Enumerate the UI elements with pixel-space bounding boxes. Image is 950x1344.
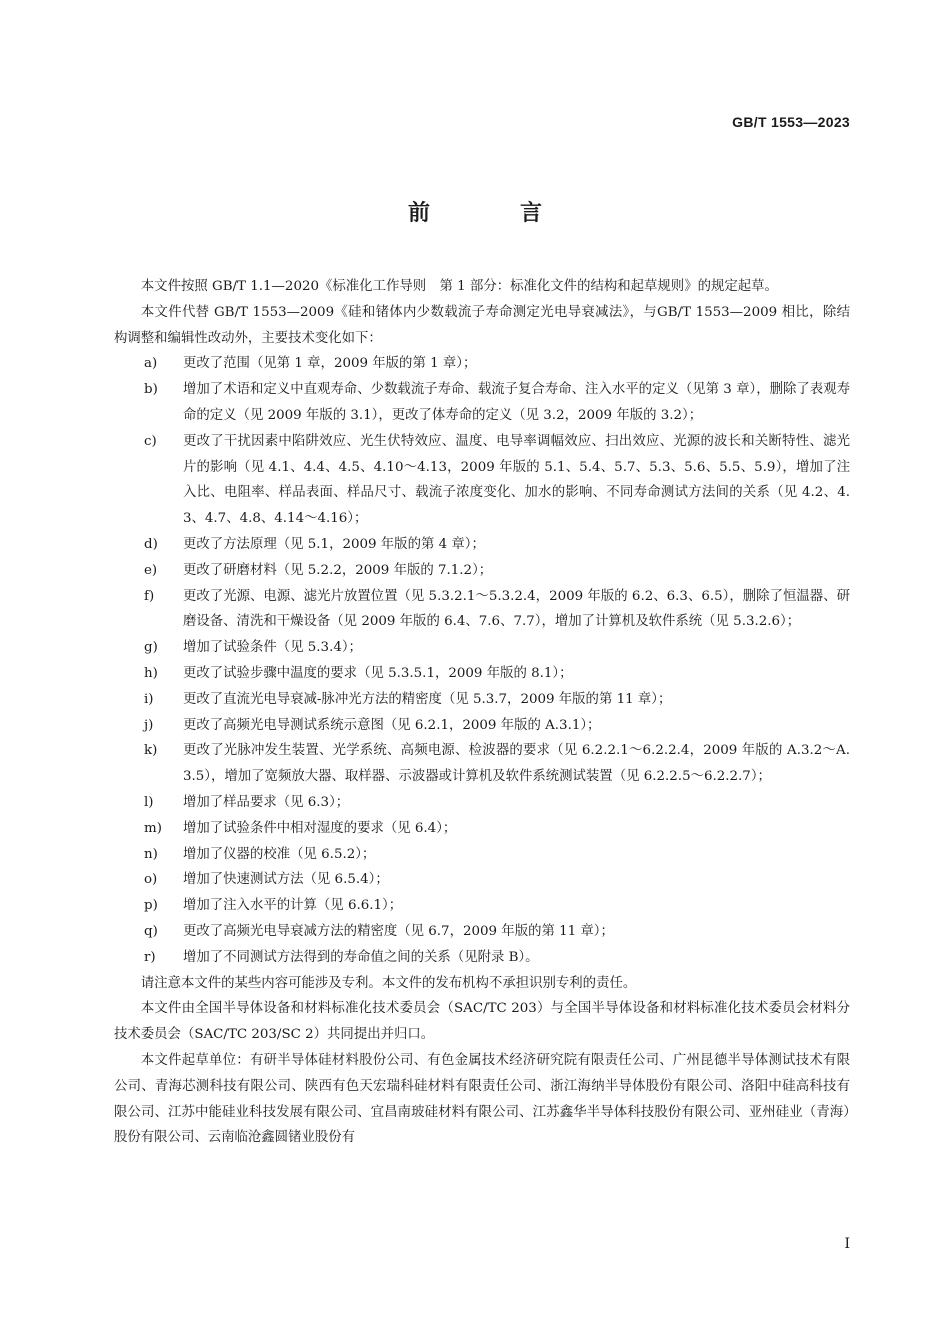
change-list-text: 更改了试验步骤中温度的要求（见 5.3.5.1，2009 年版的 8.1）； — [183, 665, 573, 681]
change-list-marker: a) — [144, 356, 158, 372]
standard-code: GB/T 1553—2023 — [732, 114, 850, 130]
change-list-marker: p) — [144, 898, 158, 914]
change-list-item — [114, 584, 850, 636]
change-list-text: 增加了快速测试方法（见 6.5.4）； — [183, 872, 389, 888]
change-list-text: 增加了试验条件中相对湿度的要求（见 6.4）； — [183, 820, 457, 836]
change-list-marker: m) — [144, 820, 162, 836]
change-list-text: 更改了直流光电导衰减-脉冲光方法的精密度（见 5.3.7，2009 年版的第 11 章）； — [183, 691, 672, 707]
change-list-text: 增加了仪器的校准（见 6.5.2）； — [183, 846, 376, 862]
change-list-text: 更改了光脉冲发生装置、光学系统、高频电源、检波器的要求（见 6.2.2.1～6.2.2.4，2009 年版的 A.3.2～A.3.5），增加了宽频放大器、取样器、示波器或计算机及软件系统测试装置（见 6.2.2.5～6.2.2.7）； — [183, 743, 850, 785]
drafting-units-paragraph: 本文件起草单位：有研半导体硅材料股份公司、有色金属技术经济研究院有限责任公司、广州昆德半导体测试技术有限公司、青海芯测科技有限公司、陕西有色天宏瑞科硅材料有限责任公司、浙江海纳半导体股份有限公司、洛阳中硅高科技有限公司、江苏中能硅业科技发展有限公司、宜昌南玻硅材料有限公司、江苏鑫华半导体科技股份有限公司、亚州硅业（青海）股份有限公司、云南临沧鑫圆锗业股份有 — [114, 1052, 850, 1146]
change-list-item — [114, 661, 850, 687]
patent-notice-paragraph: 请注意本文件的某些内容可能涉及专利。本文件的发布机构不承担识别专利的责任。 — [140, 975, 637, 991]
change-list-item — [114, 351, 850, 377]
change-list-marker: h) — [144, 665, 158, 681]
change-list-marker: c) — [144, 433, 157, 449]
change-list-text: 增加了不同测试方法得到的寿命值之间的关系（见附录 B）。 — [183, 949, 539, 965]
page-title: 前 言 — [407, 201, 576, 226]
change-list-marker: k) — [144, 743, 158, 759]
change-list-item — [114, 635, 850, 661]
change-list-text: 更改了研磨材料（见 5.2.2，2009 年版的 7.1.2）； — [183, 562, 493, 578]
change-list-item — [114, 945, 850, 971]
change-list-marker: r) — [144, 949, 156, 965]
change-list-marker: b) — [144, 382, 158, 398]
change-list-item — [114, 790, 850, 816]
change-list-marker: f) — [144, 588, 155, 604]
change-list-item — [114, 867, 850, 893]
change-list-marker: l) — [144, 794, 154, 810]
change-list-marker: n) — [144, 846, 158, 862]
change-list-item — [114, 738, 850, 790]
change-list-item — [114, 532, 850, 558]
change-list-item — [114, 816, 850, 842]
change-list-text: 增加了注入水平的计算（见 6.6.1）； — [183, 898, 403, 914]
change-list-text: 更改了光源、电源、滤光片放置位置（见 5.3.2.1～5.3.2.4，2009 年版的 6.2、6.3、6.5），删除了恒温器、研磨设备、清洗和干燥设备（见 2009 年版的 6.4、7.6、7.7），增加了计算机及软件系统（见 5.3.2.6）； — [183, 588, 850, 630]
change-list-text: 增加了样品要求（见 6.3）； — [183, 794, 350, 810]
page-number: Ⅰ — [844, 1236, 850, 1252]
change-list-item — [114, 842, 850, 868]
change-list-text: 更改了范围（见第 1 章，2009 年版的第 1 章）； — [183, 356, 477, 372]
change-list-text: 更改了高频光电导测试系统示意图（见 6.2.1，2009 年版的 A.3.1）； — [183, 717, 601, 733]
change-list-marker: e) — [144, 562, 158, 578]
change-list-marker: o) — [144, 872, 158, 888]
intro-paragraph-replacement: 本文件代替 GB/T 1553—2009《硅和锗体内少数载流子寿命测定光电导衰减法》，与GB/T 1553—2009 相比，除结构调整和编辑性改动外，主要技术变化如下： — [114, 304, 850, 346]
change-list-text: 更改了高频光电导衰减方法的精密度（见 6.7，2009 年版的第 11 章）； — [183, 923, 614, 939]
change-list-item — [114, 919, 850, 945]
change-list-item — [114, 429, 850, 532]
change-list-text: 增加了试验条件（见 5.3.4）； — [183, 640, 362, 656]
change-list-item — [114, 377, 850, 429]
change-list-marker: q) — [144, 923, 158, 939]
change-list-marker: g) — [144, 640, 158, 656]
change-list-text: 增加了术语和定义中直观寿命、少数载流子寿命、载流子复合寿命、注入水平的定义（见第 3 章），删除了表观寿命的定义（见 2009 年版的 3.1），更改了体寿命的定义（见 3.2，2009 年版的 3.2）； — [183, 382, 850, 423]
change-list-item — [114, 558, 850, 584]
change-list-text: 更改了干扰因素中陷阱效应、光生伏特效应、温度、电导率调幅效应、扫出效应、光源的波长和关断特性、滤光片的影响（见 4.1、4.4、4.5、4.10～4.13，2009 年版的 5.1、5.4、5.7、5.3、5.6、5.5、5.9），增加了注入比、电阻率、样品表面、样品尺寸、载流子浓度变化、加水的影响、不同寿命测试方法间的关系（见 4.2、4.3、4.7、4.8、4.14～4.16）； — [183, 433, 850, 527]
change-list-item — [114, 713, 850, 739]
change-list-marker: d) — [144, 536, 158, 552]
change-list-marker: i) — [144, 691, 154, 707]
proposer-paragraph: 本文件由全国半导体设备和材料标准化技术委员会（SAC/TC 203）与全国半导体设备和材料标准化技术委员会材料分技术委员会（SAC/TC 203/SC 2）共同提出并归口。 — [114, 1001, 850, 1043]
change-list-item — [114, 893, 850, 919]
change-list-marker: j) — [144, 717, 154, 733]
intro-paragraph-drafting-rules: 本文件按照 GB/T 1.1—2020《标准化工作导则 第 1 部分：标准化文件的结构和起草规则》的规定起草。 — [140, 279, 778, 294]
changes-list — [114, 351, 850, 970]
change-list-item — [114, 687, 850, 713]
document-body — [114, 274, 850, 1151]
change-list-text: 更改了方法原理（见 5.1，2009 年版的第 4 章）； — [183, 536, 485, 552]
